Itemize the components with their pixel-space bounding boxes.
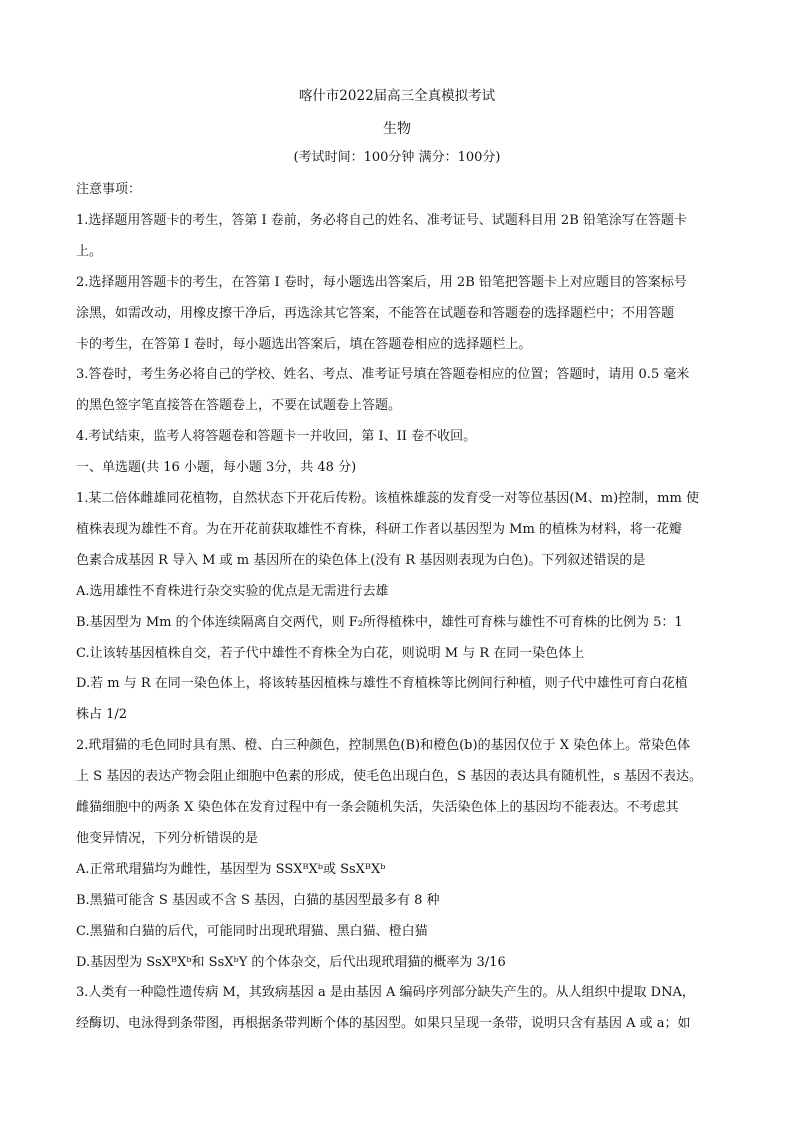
notice-line: 2.选择题用答题卡的考生，在答第 I 卷时，每小题选出答案后，用 2B 铅笔把答题卡上对应题目的答案标号	[76, 274, 687, 290]
option-line: D.若 m 与 R 在同一染色体上，将该转基因植株与雄性不育植株等比例间行种植，则子代中雄性可育白花植	[76, 676, 688, 692]
option-line: B.黑猫可能含 S 基因或不含 S 基因，白猫的基因型最多有 8 种	[76, 892, 440, 908]
exam-info: (考试时间：100分钟 满分：100分)	[293, 150, 501, 165]
question-stem-line: 2.玳瑁猫的毛色同时具有黑、橙、白三种颜色，控制黑色(B)和橙色(b)的基因仅位于 X 染色体上。常染色体	[76, 738, 691, 754]
question-stem-line: 植株表现为雄性不育。为在开花前获取雄性不育株，科研工作者以基因型为 Mm 的植株为材料，将一花瓣	[76, 521, 682, 537]
question-stem-line: 他变异情况，下列分析错误的是	[76, 830, 259, 846]
question-stem-line: 经酶切、电泳得到条带图，再根据条带判断个体的基因型。如果只呈现一条带，说明只含有基因 A 或 a；如	[76, 1016, 691, 1032]
option-line: B.基因型为 Mm 的个体连续隔离自交两代，则 F₂所得植株中，雄性可育株与雄性不可育株的比例为 5：1	[76, 614, 683, 630]
question-stem-line: 雌猫细胞中的两条 X 染色体在发育过程中有一条会随机失活，失活染色体上的基因均不能表达。不考虑其	[76, 800, 679, 815]
question-stem-line: 上 S 基因的表达产物会阻止细胞中色素的形成，使毛色出现白色，S 基因的表达具有随机性，s 基因不表达。	[76, 769, 703, 785]
section-heading: 一、单选题(共 16 小题，每小题 3分，共 48 分)	[76, 460, 357, 476]
notice-line: 卡的考生，在答第 I 卷时，每小题选出答案后，填在答题卷相应的选择题栏上。	[76, 336, 532, 352]
notice-line: 涂黑，如需改动，用橡皮擦干净后，再选涂其它答案，不能答在试题卷和答题卷的选择题栏中；不用答题	[76, 305, 675, 321]
option-line: C.黑猫和白猫的后代，可能同时出现玳瑁猫、黑白猫、橙白猫	[76, 923, 428, 939]
notice-line: 3.答卷时，考生务必将自己的学校、姓名、考点、准考证号填在答题卷相应的位置；答题时，请用 0.5 毫米	[76, 367, 690, 383]
notice-line: 上。	[76, 243, 103, 259]
notice-line: 的黑色签字笔直接答在答题卷上，不要在试题卷上答题。	[76, 398, 402, 414]
option-line: D.基因型为 SsXᴮXᵇ和 SsXᵇY 的个体杂交，后代出现玳瑁猫的概率为 3/16	[76, 954, 506, 970]
option-line: 株占 1/2	[76, 707, 128, 723]
option-line: A.选用雄性不育株进行杂交实验的优点是无需进行去雄	[76, 583, 389, 599]
notice-line: 1.选择题用答题卡的考生，答第 I 卷前，务必将自己的姓名、准考证号、试题科目用 2B 铅笔涂写在答题卡	[76, 212, 687, 228]
question-stem-line: 1.某二倍体雌雄同花植物，自然状态下开花后传粉。该植株雄蕊的发育受一对等位基因(M、m)控制，mm 使	[76, 491, 699, 506]
exam-title: 喀什市2022届高三全真模拟考试	[298, 88, 496, 104]
question-stem-line: 3.人类有一种隐性遗传病 M，其致病基因 a 是由基因 A 编码序列部分缺失产生的。从人组织中提取 DNA，	[76, 985, 695, 1001]
notice-line: 4.考试结束，监考人将答题卷和答题卡一并收回，第 I、II 卷不收回。	[76, 429, 477, 445]
notice-heading: 注意事项：	[76, 182, 142, 197]
option-line: A.正常玳瑁猫均为雌性，基因型为 SSXᴮXᵇ或 SsXᴮXᵇ	[76, 861, 386, 877]
option-line: C.让该转基因植株自交，若子代中雄性不育株全为白花，则说明 M 与 R 在同一染色体上	[76, 645, 585, 661]
question-stem-line: 色素合成基因 R 导入 M 或 m 基因所在的染色体上(没有 R 基因则表现为白色)。下列叙述错误的是	[76, 552, 646, 568]
subject-title: 生物	[383, 121, 411, 137]
